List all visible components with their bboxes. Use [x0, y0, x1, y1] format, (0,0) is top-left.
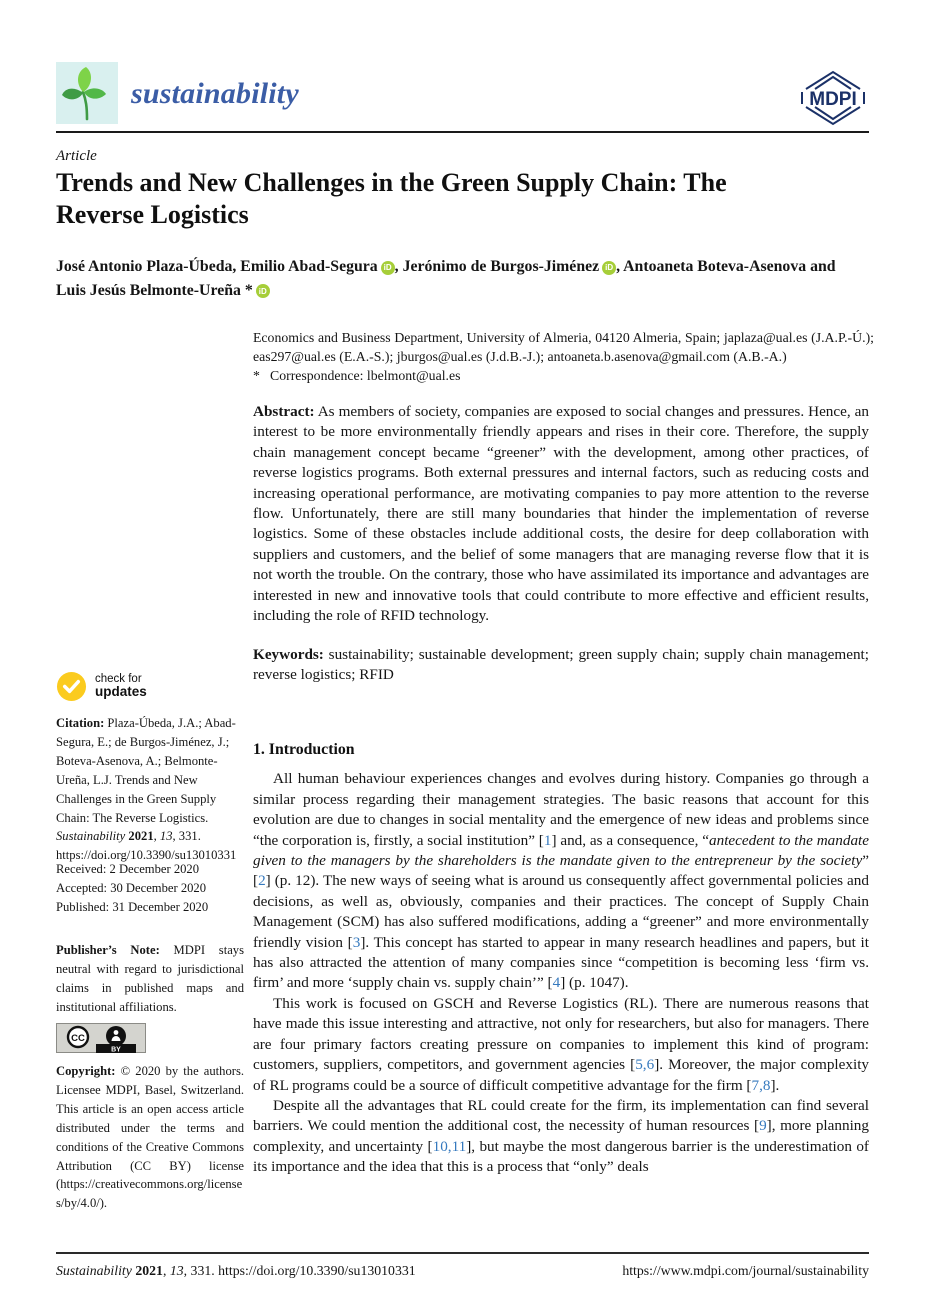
sustainability-journal-logo[interactable] — [56, 62, 118, 124]
citation-ref[interactable]: 1 — [543, 831, 552, 849]
header-divider — [56, 131, 869, 133]
cc-circle-label: CC — [71, 1033, 85, 1044]
accepted-date: Accepted: 30 December 2020 — [56, 881, 207, 896]
citation-ref[interactable]: 4 — [552, 974, 561, 992]
footer-citation[interactable]: Sustainability 2021, 13, 331. https://doi.org/10.3390/su13010331 — [56, 1263, 416, 1278]
citation-ref[interactable]: 9 — [759, 1117, 767, 1135]
author-line-1 — [56, 255, 869, 279]
copyright-notice: Copyright: © 2020 by the authors. Licensee MDPI, Basel, Switzerland. This article is an open access article distributed under the terms and conditions of the Creative Commons Attribution (CC BY) license (https://creativecommons.org/licenses/by/4.0/). — [56, 1064, 244, 1211]
journal-wordmark[interactable]: sustainability — [131, 77, 299, 110]
author-names: , Antoaneta Boteva-Asenova and — [616, 258, 836, 275]
footer-journal-url[interactable]: https://www.mdpi.com/journal/sustainability — [622, 1263, 869, 1278]
correspondence-star: * — [253, 368, 260, 383]
by-strip-label: BY — [111, 1046, 121, 1053]
keywords-text: Keywords: sustainability; sustainable development; green supply chain; supply chain management; reverse logistics; RFID — [253, 646, 869, 684]
citation-ref[interactable]: 2 — [258, 872, 266, 890]
cc-by-license-badge[interactable] — [56, 1023, 244, 1059]
orcid-icon[interactable]: iD — [256, 284, 270, 298]
citation-block: Citation: Plaza-Úbeda, J.A.; Abad-Segura, E.; de Burgos-Jiménez, J.; Boteva-Asenova, A.; Belmonte-Ureña, L.J. Trends and New Challenges in the Green Supply Chain: The Reverse Logistics. Sustainability 2021, 13, 331. https://doi.org/10.3390/su13010331 — [56, 716, 237, 863]
published-date: Published: 31 December 2020 — [56, 900, 209, 915]
article-type-label: Article — [56, 148, 97, 164]
abstract-text: Abstract: As members of society, companies are exposed to social changes and pressures. Hence, an interest to be more environmentally friendly appears and rises in their core. Therefore, the supply chain management concept became “greener” with the development, among other practices, of reverse logistics programs. Both external pressures and internal factors, such as reducing costs and increasing operational performance, are motivating companies to pay more attention to the reverse flow. Unfortunately, there are still many boundaries that hinder the implementation of reverse logistics. Some of these obstacles include additional costs, the desire for deep collaboration with suppliers and customers, and the belief of some managers that are managing reverse flow that it is not worth the trouble. On the contrary, those who have assimilated its importance and advantages are interested in new and innovative tools that could contribute to more effective and efficient results, including the role of RFID technology. — [253, 403, 869, 625]
footer-divider — [56, 1252, 869, 1254]
intro-paragraph: Despite all the advantages that RL could create for the firm, its implementation can find several barriers. We could mention the additional cost, the necessity of human resources [9], more planning complexity, and uncertainty [10,11], but maybe the most dangerous barrier is the underestimation of its importance and the idea that this is a process that “only” deals — [253, 1096, 869, 1176]
page-title: Trends and New Challenges in the Green Supply Chain: The Reverse Logistics — [56, 168, 727, 229]
correspondence-text: Correspondence: lbelmont@ual.es — [270, 368, 461, 383]
author-names: , Jerónimo de Burgos-Jiménez — [394, 258, 600, 275]
check-for-updates-label: check for updates — [95, 673, 147, 700]
intro-paragraph: All human behaviour experiences changes and evolves during history. Companies go through a similar process regarding their management strategies. The basic reasons that account for this evolution are due to changes in social mentality and the emergence of new ideas and problems since “the corporation is, firstly, a social institution” [1] and, as a consequence, “antecedent to the mandate given to the managers by the shareholders is the mandate given to the entrepreneur by the society” [2] (p. 12). The new ways of seeing what is around us consequently affect governmental policies and decisions, as well as, obviously, companies and their practices. The concept of Supply Chain Management (SCM) has also suffered modifications, adding a “greener” and more environmentally friendly vision [3]. This concept has started to appear in many research headlines and papers, but it has also attracted the attention of many companies since “competition is becoming less ‘firm vs. firm’ and more ‘supply chain vs. supply chain’” [4] (p. 1047). — [253, 770, 870, 992]
affiliation-text: Economics and Business Department, University of Almeria, 04120 Almeria, Spain; japlaza@ual.es (J.A.P.-Ú.); eas297@ual.es (E.A.-S.); jburgos@ual.es (J.d.B.-J.); antoaneta.b.asenova@gmail.com (A.B.-A.) — [253, 330, 874, 365]
article-dates — [56, 860, 244, 918]
intro-paragraph: This work is focused on GSCH and Reverse Logistics (RL). There are numerous reasons that have made this issue interesting and attractive, not only for researchers, but also for managers. There are four primary factors creating pressure on companies to implement this kind of program: customers, suppliers, competitors, and government agencies [5,6]. Moreover, the major complexity of RL programs could be a source of difficult competitive advantage for the firm [7,8]. — [253, 994, 870, 1094]
citation-ref[interactable]: 5,6 — [635, 1056, 655, 1074]
received-date: Received: 2 December 2020 — [56, 862, 200, 876]
citation-ref[interactable]: 7,8 — [751, 1076, 771, 1094]
author-list — [56, 255, 869, 302]
citation-ref[interactable]: 10,11 — [432, 1137, 467, 1155]
plant-icon — [56, 62, 118, 124]
introduction-section — [253, 740, 869, 1178]
section-heading: 1. Introduction — [253, 741, 355, 758]
mdpi-logo[interactable] — [797, 66, 869, 130]
citation-ref[interactable]: 3 — [352, 933, 361, 951]
correspondence-line — [253, 366, 874, 385]
author-names: Luis Jesús Belmonte-Ureña * — [56, 281, 253, 299]
mdpi-diamond-icon — [797, 66, 869, 130]
publishers-note: Publisher’s Note: MDPI stays neutral with regard to jurisdictional claims in published maps and institutional affiliations. — [56, 943, 244, 1014]
author-names: José Antonio Plaza-Úbeda, Emilio Abad-Segura — [56, 258, 378, 275]
orcid-icon[interactable]: iD — [602, 261, 616, 275]
check-for-updates-badge[interactable] — [56, 671, 147, 702]
author-line-2 — [56, 279, 869, 303]
cc-by-icon — [56, 1023, 146, 1053]
orcid-icon[interactable]: iD — [381, 261, 395, 275]
mdpi-logo-text: MDPI — [809, 89, 857, 110]
checkmark-icon — [56, 671, 87, 702]
